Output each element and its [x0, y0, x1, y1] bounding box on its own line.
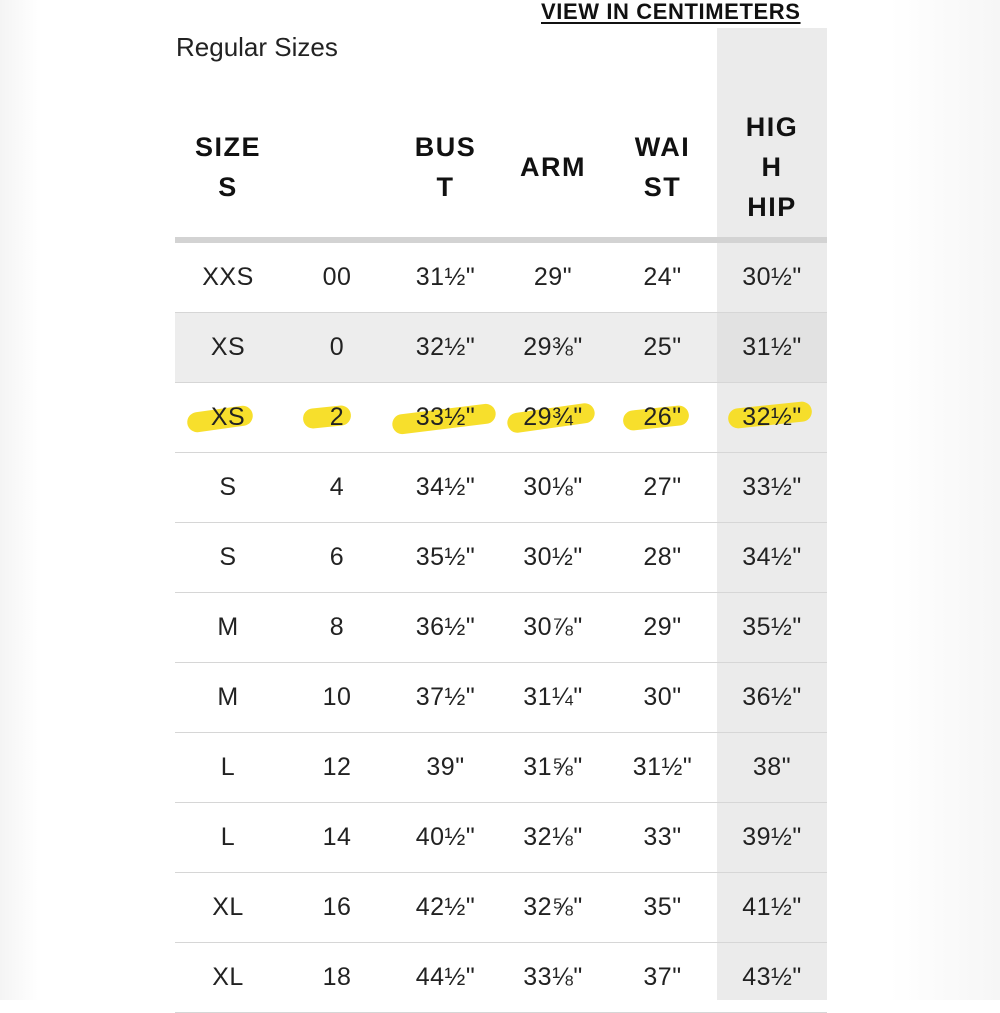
header-bust [393, 96, 498, 238]
size-cell: XS [210, 333, 246, 361]
waist-cell: 28" [643, 543, 682, 571]
size-cell: L [220, 753, 236, 781]
arm-cell: 29¾" [523, 403, 583, 431]
header-high-hip [717, 96, 827, 238]
number-cell: 16 [322, 893, 352, 921]
arm-cell: 33⅛" [523, 963, 583, 991]
bust-cell: 35½" [415, 543, 476, 571]
header-sizes-line: S [218, 172, 238, 202]
size-cell: L [220, 823, 236, 851]
size-cell: XL [212, 893, 244, 921]
high-hip-cell: 31½" [717, 313, 827, 382]
arm-cell: 30⅞" [523, 613, 583, 641]
waist-cell: 27" [643, 473, 682, 501]
header-high-hip-line: HIP [747, 192, 797, 222]
number-cell: 8 [329, 613, 345, 641]
header-waist-line: WAI [634, 132, 691, 162]
header-sizes-line: SIZE [194, 132, 261, 162]
number-cell: 18 [322, 963, 352, 991]
high-hip-cell: 33½" [742, 473, 802, 501]
bust-cell: 42½" [415, 893, 476, 921]
waist-cell: 35" [643, 893, 682, 921]
number-cell: 6 [329, 543, 345, 571]
size-cell: XL [212, 963, 244, 991]
header-arm-line: ARM [520, 152, 586, 182]
high-hip-cell: 38" [752, 753, 792, 781]
bust-cell: 40½" [415, 823, 476, 851]
header-bust-line: T [436, 172, 455, 202]
header-high-hip-line: HIG [745, 112, 799, 142]
table-row [175, 523, 827, 593]
table-row [175, 803, 827, 873]
high-hip-cell: 39½" [742, 823, 802, 851]
waist-cell: 33" [643, 823, 682, 851]
number-cell: 10 [322, 683, 352, 711]
arm-cell: 29" [533, 263, 573, 291]
left-edge-shadow [0, 0, 38, 1000]
table-row [175, 243, 827, 313]
high-hip-cell: 43½" [742, 963, 802, 991]
number-cell: 4 [329, 473, 345, 501]
bust-cell: 34½" [415, 473, 476, 501]
high-hip-cell: 35½" [742, 613, 802, 641]
view-in-centimeters-link[interactable]: VIEW IN CENTIMETERS [541, 0, 801, 24]
number-cell: 00 [322, 263, 352, 291]
waist-cell: 26" [643, 403, 682, 431]
size-cell: S [219, 473, 237, 501]
high-hip-cell: 30½" [742, 263, 802, 291]
bust-cell: 37½" [415, 683, 476, 711]
high-hip-cell: 34½" [742, 543, 802, 571]
size-table-body [175, 243, 827, 1013]
arm-cell: 30⅛" [523, 473, 583, 501]
table-row [175, 383, 827, 453]
waist-cell: 30" [643, 683, 682, 711]
number-cell: 2 [329, 403, 345, 431]
table-row [175, 663, 827, 733]
bust-cell: 39" [426, 753, 465, 781]
table-row [175, 313, 827, 383]
header-waist [608, 96, 717, 238]
waist-cell: 29" [643, 613, 682, 641]
right-edge-shadow [890, 0, 1000, 1000]
table-header-row [175, 96, 827, 238]
bust-cell: 31½" [415, 263, 476, 291]
table-row [175, 873, 827, 943]
bust-cell: 32½" [415, 333, 476, 361]
arm-cell: 31¼" [523, 683, 583, 711]
high-hip-cell: 41½" [742, 893, 802, 921]
table-row [175, 943, 827, 1013]
number-cell: 0 [329, 333, 345, 361]
size-cell: XXS [202, 263, 254, 291]
table-row [175, 593, 827, 663]
bust-cell: 44½" [415, 963, 476, 991]
size-cell: XS [210, 403, 246, 431]
waist-cell: 37" [643, 963, 682, 991]
header-number [281, 96, 393, 238]
size-cell: S [219, 543, 237, 571]
high-hip-cell: 32½" [742, 403, 802, 431]
waist-cell: 24" [643, 263, 682, 291]
number-cell: 14 [322, 823, 352, 851]
arm-cell: 32⅛" [523, 823, 583, 851]
size-cell: M [217, 683, 239, 711]
header-sizes [175, 96, 281, 238]
number-cell: 12 [322, 753, 352, 781]
header-bust-line: BUS [414, 132, 477, 162]
arm-cell: 30½" [523, 543, 583, 571]
bust-cell: 33½" [415, 403, 476, 431]
size-cell: M [217, 613, 239, 641]
bust-cell: 36½" [415, 613, 476, 641]
arm-cell: 32⅝" [523, 893, 583, 921]
waist-cell: 31½" [632, 753, 693, 781]
header-waist-line: ST [643, 172, 682, 202]
table-row [175, 453, 827, 523]
arm-cell: 31⅝" [523, 753, 583, 781]
high-hip-cell: 36½" [742, 683, 802, 711]
header-high-hip-line: H [761, 152, 783, 182]
arm-cell: 29⅜" [523, 333, 583, 361]
header-arm [498, 96, 608, 238]
table-row [175, 733, 827, 803]
section-title: Regular Sizes [176, 32, 338, 62]
waist-cell: 25" [643, 333, 682, 361]
